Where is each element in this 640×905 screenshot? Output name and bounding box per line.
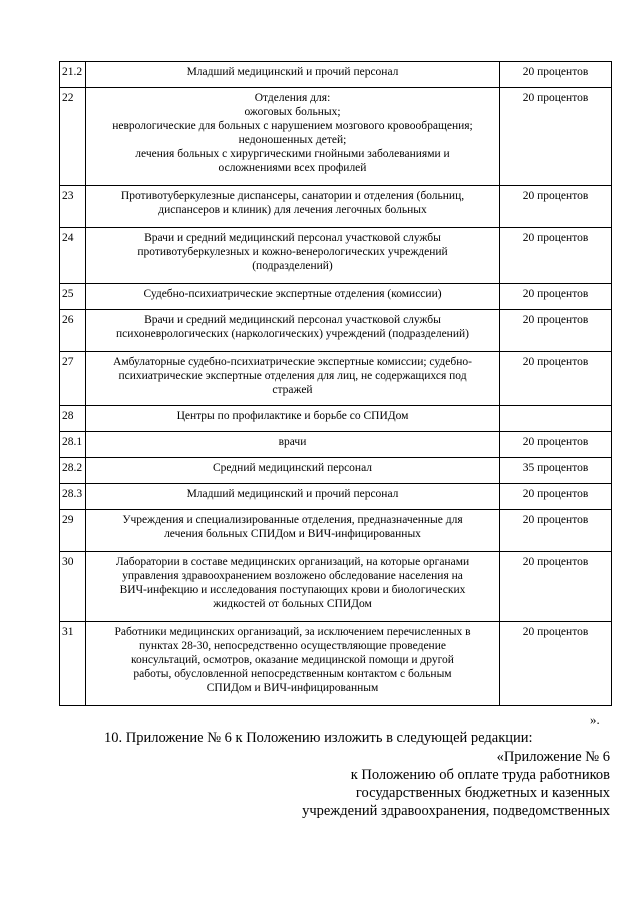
- appendix-line-3: государственных бюджетных и казенных: [355, 785, 610, 801]
- row-description: [86, 88, 500, 186]
- description-line: управления здравоохранением возложено обследование населения на: [122, 570, 463, 582]
- row-number: 28.3: [60, 484, 86, 510]
- closing-quote: ».: [590, 712, 600, 727]
- row-allowance: 20 процентов: [500, 552, 612, 622]
- table-row: [60, 62, 612, 88]
- row-number: 21.2: [60, 62, 86, 88]
- row-description: [86, 406, 500, 432]
- row-number: 25: [60, 284, 86, 310]
- row-description: [86, 62, 500, 88]
- allowance-table: [59, 61, 612, 706]
- row-number: 30: [60, 552, 86, 622]
- row-allowance: 20 процентов: [500, 310, 612, 352]
- row-description: [86, 228, 500, 284]
- row-allowance: 20 процентов: [500, 186, 612, 228]
- description-line: Врачи и средний медицинский персонал участковой службы: [144, 314, 441, 326]
- description-line: Средний медицинский персонал: [212, 462, 373, 474]
- table-row: [60, 186, 612, 228]
- row-number: 31: [60, 622, 86, 706]
- description-line: психиатрические экспертные отделения для лиц, не содержащихся под: [118, 370, 467, 382]
- description-line: Противотуберкулезные диспансеры, санатории и отделения (больниц,: [120, 190, 465, 202]
- description-line: противотуберкулезных и кожно-венерологических учреждений: [137, 246, 448, 258]
- description-line: неврологические для больных с нарушением мозгового кровообращения;: [112, 120, 473, 132]
- description-line: лечения больных с хирургическими гнойными заболеваниями и: [135, 148, 450, 160]
- row-allowance: 20 процентов: [500, 62, 612, 88]
- row-allowance: 20 процентов: [500, 484, 612, 510]
- appendix-title: «Приложение № 6: [496, 749, 610, 765]
- row-allowance: [500, 406, 612, 432]
- description-line: ожоговых больных;: [244, 106, 341, 118]
- row-number: 28.1: [60, 432, 86, 458]
- row-allowance: 20 процентов: [500, 88, 612, 186]
- description-line: Лаборатории в составе медицинских организаций, на которые органами: [115, 556, 470, 568]
- description-line: Работники медицинских организаций, за исключением перечисленных в: [114, 626, 471, 638]
- description-line: Младший медицинский и прочий персонал: [186, 66, 399, 78]
- row-number: 27: [60, 352, 86, 406]
- row-number: 28.2: [60, 458, 86, 484]
- description-line: Амбулаторные судебно-психиатрические экспертные комиссии; судебно-: [113, 356, 472, 368]
- description-line: пунктах 28-30, непосредственно осуществляющие проведение: [139, 640, 446, 652]
- description-line: Врачи и средний медицинский персонал участковой службы: [144, 232, 441, 244]
- description-line: лечения больных СПИДом и ВИЧ-инфицированных: [164, 528, 421, 540]
- row-number: 24: [60, 228, 86, 284]
- description-line: психоневрологических (наркологических) учреждений (подразделений): [116, 328, 469, 340]
- row-description: [86, 510, 500, 552]
- row-allowance: 20 процентов: [500, 510, 612, 552]
- appendix-line-4: учреждений здравоохранения, подведомственных: [302, 803, 610, 819]
- table-row: [60, 622, 612, 706]
- description-line: Младший медицинский и прочий персонал: [186, 488, 399, 500]
- table-row: [60, 284, 612, 310]
- description-line: стражей: [272, 384, 313, 396]
- table-row: [60, 228, 612, 284]
- description-line: жидкостей от больных СПИДом: [213, 598, 372, 610]
- table-row: [60, 458, 612, 484]
- description-line: врачи: [278, 436, 307, 448]
- row-description: [86, 284, 500, 310]
- description-line: СПИДом и ВИЧ-инфицированным: [206, 682, 379, 694]
- row-number: 26: [60, 310, 86, 352]
- item-10-text: 10. Приложение № 6 к Положению изложить в следующей редакции:: [104, 730, 533, 746]
- table-row: [60, 406, 612, 432]
- table-row: [60, 510, 612, 552]
- row-description: [86, 432, 500, 458]
- row-description: [86, 310, 500, 352]
- description-line: Судебно-психиатрические экспертные отделения (комиссии): [143, 288, 442, 300]
- description-line: Отделения для:: [254, 92, 331, 104]
- description-line: Центры по профилактике и борьбе со СПИДом: [176, 410, 409, 422]
- row-allowance: 20 процентов: [500, 432, 612, 458]
- row-description: [86, 622, 500, 706]
- row-description: [86, 484, 500, 510]
- row-number: 29: [60, 510, 86, 552]
- description-line: Учреждения и специализированные отделения, предназначенные для: [122, 514, 463, 526]
- description-line: консультаций, осмотров, оказание медицинской помощи и другой: [131, 654, 454, 666]
- row-allowance: 20 процентов: [500, 352, 612, 406]
- row-allowance: 35 процентов: [500, 458, 612, 484]
- row-allowance: 20 процентов: [500, 228, 612, 284]
- description-line: ВИЧ-инфекцию и исследования поступающих крови и биологических: [119, 584, 466, 596]
- table-row: [60, 552, 612, 622]
- table-body: [60, 62, 612, 706]
- description-line: диспансеров и клиник) для лечения легочных больных: [158, 204, 427, 216]
- row-description: [86, 186, 500, 228]
- row-allowance: 20 процентов: [500, 622, 612, 706]
- table-row: [60, 352, 612, 406]
- row-description: [86, 352, 500, 406]
- table-row: [60, 432, 612, 458]
- row-description: [86, 458, 500, 484]
- description-line: осложнениями всех профилей: [218, 162, 367, 174]
- row-description: [86, 552, 500, 622]
- appendix-line-2: к Положению об оплате труда работников: [350, 767, 610, 783]
- table-row: [60, 88, 612, 186]
- row-number: 28: [60, 406, 86, 432]
- row-allowance: 20 процентов: [500, 284, 612, 310]
- description-line: (подразделений): [252, 260, 333, 272]
- description-line: работы, обусловленной непосредственным контактом с больным: [133, 668, 452, 680]
- row-number: 23: [60, 186, 86, 228]
- table-row: [60, 484, 612, 510]
- table-row: [60, 310, 612, 352]
- row-number: 22: [60, 88, 86, 186]
- description-line: недоношенных детей;: [238, 134, 347, 146]
